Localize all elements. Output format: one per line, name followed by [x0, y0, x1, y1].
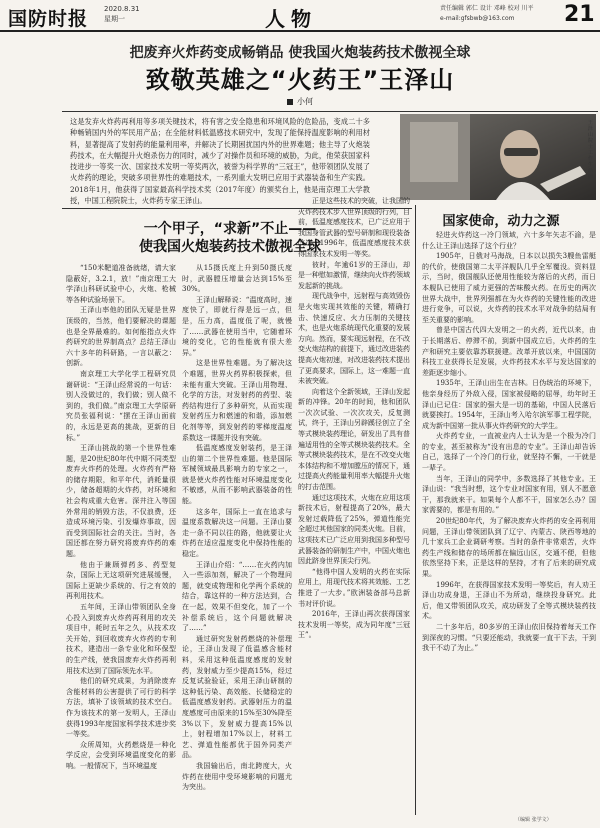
- paragraph: 王泽山率他的团队无疑是世界顶级的，当然，他们要解决的课题也是全界最难的。如何能指点火炸药研究的世界制高点？总结王泽山六十多年的科研路，一言以蔽之：创新。: [66, 306, 176, 368]
- masthead: [0, 0, 600, 32]
- paragraph: 当年，王泽山的同学中，多数选择了其他专业。王泽山说：“我当时想，这个专业对国家有用，别人不愿意干，那我就来干。如果每个人都不干，国家怎么办？国家需要的，都是有用的。”: [422, 474, 596, 515]
- author-name: 小何: [297, 97, 313, 106]
- article-column-4: [422, 230, 596, 815]
- byline-square-icon: [287, 99, 293, 105]
- paragraph: 通过研究发射药燃烧的补偿理论，王泽山发现了低温感含能材料，采用这种低温度感度的发射药，发射威力至少提高15%，经过反复试验验证，采用王泽山研制的这种低污染、高效能、长储稳定的低温度感发射药。武器射压力的温度感度可由原来的15%至30%降至3%以下，发射威力提高15%以上，射程增加17%以上，材料工艺、弹道性能都优于国外同类产品。: [182, 634, 292, 760]
- paragraph: 1935年，王泽山出生在吉林。日伪统治的环境下，他亲身经历了外敌入侵，国家被侵略的屈辱，幼年时王泽山已记住：国家的强大是一切的基础，中国人民落后就要挨打。1954年，王泽山考入哈尔滨军事工程学院，成为新中国第一批从事火炸药研究的大学生。: [422, 379, 596, 430]
- paragraph: 他们的研究成果，为消除废弃含能材料的公害提供了可行的科学方法，填补了该领域的技术空白。作为该技术的第一发明人，王泽山获得1993年度国家科学技术进步奖一等奖。: [66, 677, 176, 739]
- paragraph: 二十多年后，80多岁的王泽山依旧保持着每天工作到深夜的习惯。“只要还能动，我就要一直干下去，干到我干不动了为止。”: [422, 622, 596, 653]
- paragraph: 这是世界性难题。为了解决这个难题，世界火药界积极探索，但未能有重大突破。王泽山用物理、化学的方法，对发射药的药型、装药结构进行了多种研究，从而实现发射药压力和燃速的和谐，添加燃化剂等等，到发射药的零梯度温度系数这一课题并没有突破。: [182, 359, 292, 442]
- editor-names: 责任编辑 郭仁 设计 邓峰 校对 川平: [440, 5, 534, 12]
- paragraph: 南京理工大学化学工程研究员谢研说：“王泽山经常说的一句话：别人没做过的，我们做；别人做不到的，我们做。”南京理工大学原研究员张福利说：“摆在王泽山面前的，永远是更高的挑战，更新的目标。”: [66, 369, 176, 442]
- paragraph: 王泽山介绍：“……在火药内加入一些添加剂，解决了一个物理问题，就变成物理和化学两个系统的结合，靠这样的一种方法达到，合在一起，效果不但变化，加了一个补偿系统后，这个问题就解决了……”: [182, 560, 292, 633]
- newspaper-logo: 国防时报: [8, 8, 89, 30]
- side-section-heading: 国家使命，动力之源: [442, 214, 560, 229]
- article-byline: [0, 96, 600, 107]
- article-column-3: [298, 196, 410, 816]
- paragraph: 20世纪80年代，为了解决废弃火炸药的安全再利用问题，王泽山带领团队到了辽宁、内蒙古、陕西等地的几十家兵工企业调研考察。当时的条件非常艰苦，火炸药生产线和储存的场所都在偏远山区，交通不便，但他依然坚持下来，正是这样的坚持，才有了后来的研究成果。: [422, 517, 596, 578]
- paragraph: 五年间，王泽山带领团队全身心投入到废弃火炸药再利用的攻关项目中，耗时五年之久，从技术攻关开始，到回收废弃火炸药的专利技术，建造出一条专业化和环保型的生产线，使我国废弃火炸药再利用技术达到了国际领先水平。: [66, 603, 176, 675]
- issue-weekday: 星期一: [104, 15, 125, 23]
- issue-date-block: [104, 4, 140, 24]
- paragraph: 现代战争中，远射程与高效毁伤是火炮实现其效能的关键，精确打击、快速反应、火力压制的关键技术，也是火炮系统现代化重要的发展方向。然而，要实现远射程，在不改变火炮结构的前提下，通过改进装药提高火炮初速，对改进装药技术提出了更高要求，国际上，这一难题一直未被突破。: [298, 292, 410, 386]
- paragraph: “他得中国人发明的火药在实际应用上，用现代技术将其效能、工艺推进了一大步。”欧洲装备部马总新书对评价说。: [298, 567, 410, 608]
- issue-date: 2020.8.31: [104, 5, 140, 13]
- lead-paragraph: 这是发弃火炸药再利用等多项关键技术，将有害之安全隐患和环境风险的危险品，变成二十多种畅销国内外的军民用产品；在全能材料低温感技术研究中，发现了能保持温度影响的利用材料，显著提高了发射药的能量利用率，并解决了长期困扰国内外的世界难题；他主导了火炮装药技术，在大幅提升火炮杀伤力的同时，减少了对操作员和环境的威胁，为此，他荣获国家科技进步一等奖一次、国家技术发明一等奖两次，被誉为科学界的“三冠王”，他带领团队发展了火炸药的理论，突破多项世界性的难题技术，一系列重大发明已应用于武器装备和生产实践。2018年1月，他获得了国家最高科学技术奖（2017年度）的颁奖台上，他是南京理工大学教授，中国工程院院士，火炸药专家王泽山。: [70, 117, 370, 206]
- paragraph: 王泽山解释说：“温度高时，速度快了，即就行得是远一点，但是，压力高，温度低了呢，就慢了……武器在使用当中，它随着环境的变化，它的性能就有很大差异。”: [182, 295, 292, 357]
- section-name: 人物: [265, 7, 317, 31]
- article-subtitle: 把废弃火炸药变成畅销品 使我国火炮装药技术傲视全球: [129, 45, 471, 61]
- article-column-2: [182, 263, 292, 815]
- paragraph: 他由于兼顾弹药多、药型复杂，国际上无这项研究进展缓慢，国际上更缺少系统的、行之有效的再利用技术。: [66, 560, 176, 601]
- paragraph: 低温度感度发射装药，是王泽山的第二个世界性难题。他是国际军械领域最具影响力的专家之一，就是使火炸药性能对环境温度变化不敏感，从而不影响武器装备的性能。: [182, 444, 292, 506]
- paragraph: 彼时，年逾61岁的王泽山，却是一种慰如激情，继续向火炸药领域发起新的挑战。: [298, 260, 410, 290]
- photo-caption: 王泽山院士工作生活照: [588, 120, 594, 180]
- section-heading-line2: 使我国火炮装药技术傲视全球: [139, 239, 321, 255]
- paragraph: 众所周知，火药燃烧是一种化学反应，会受到环境温度变化的影响。一般情况下，当环境温度: [66, 740, 176, 770]
- paragraph: 我国输出后，南北跨度大，火炸药在使用中受环境影响的问题尤为突出。: [182, 761, 292, 792]
- article-column-1: [66, 263, 176, 815]
- paragraph: 1905年，日俄对马海战，日本以以损失3艘鱼雷艇的代价，使俄国第二太平洋舰队几乎全军覆没。资料显示，当时，俄国舰队还使用性能较为落后的火药，而日本舰队已使用了威力更强的苦味酸火药。在历史的两次世界大战中，世界列强都在为火炸药的关键性能的改进进行竞争，可以说，火炸药的技术水平对战争的结局有至关重要的影响。: [422, 252, 596, 324]
- editor-note: （编辑 张学文）: [515, 817, 552, 823]
- paragraph: 曾是中国古代四大发明之一的火药，近代以来，由于长期落后、停滞不前，到新中国成立后，火炸药的生产和研究主要依靠苏联援建。改革开放以来，中国国防科技工业获得长足发展，火炸药技术水平与发达国家的差距逐步缩小。: [422, 326, 596, 377]
- portrait-photo: [400, 114, 596, 200]
- paragraph: 这多年，国际上一直在追求与温度系数解决这一问题。王泽山要走一条不同以往的路，他就要让火炸药在适应温度变化中保持性能的稳定。: [182, 507, 292, 559]
- paragraph: 轻进火炸药这一冷门领域，六十多年矢志不渝，是什么让王泽山选择了这个行业？: [422, 231, 596, 250]
- section-heading-line1: 一个甲子，“求新”不止——: [143, 221, 317, 237]
- article-title: 致敬英雄之“火药王”王泽山: [145, 66, 455, 94]
- paragraph: 火炸药专业，一直被业内人士认为是一个极为冷门的专业，甚至被称为“没有出息的专业”。王泽山却告诉自己，选择了一个冷门的行业，就坚持不懈，一干就是一辈子。: [422, 432, 596, 473]
- paragraph: 正是这些技术的突破，让我国的火炸药技术步入世界顶级的行列，目前，低温度感度技术，已广泛应用于我国身管武器的型号研制和现役装备改造。1996年，低温度感度技术获得国家技术发明一等奖。: [298, 197, 410, 258]
- portrait-photo-illustration: [400, 114, 596, 200]
- paragraph: 2016年，王泽山再次获得国家技术发明一等奖，成为同年度“三冠王”。: [298, 610, 410, 640]
- paragraph: 从15摄氏度上升到50摄氏度时，武器膛压增量会达到15%至30%。: [182, 264, 292, 294]
- paragraph: 向着这个全新领域，王泽山发起新的冲锋。20年的时间，他和团队一次次试验、一次次攻关，反复测试，终于，王泽山另辟蹊径创立了全等式模块装药理论，研发出了具有普遍适用性的全等式模块装药技术。全等式模块装药技术，是在不改变火炮本体结构和不增加膛压的情况下，通过提高火药能量利用率大幅提升火炮的打击范围。: [298, 387, 410, 492]
- page-number: 21: [564, 2, 595, 27]
- paragraph: 通过这项技术，火炮在应用这项新技术后，射程提高了20%，最大发射过载降低了25%，弹道性能完全超过其他国家的同类火炮。目前，这项技术已广泛应用到我国多种型号武器装备的研制生产中，中国火炮也因此跻身世界顶尖行列。: [298, 493, 410, 566]
- paragraph: “150米靶道准备就绪，请大家隐蔽好，3.2.1，放！”南京理工大学泽山科研试验中心，火炮、枪械等各种试验场景下。: [66, 264, 176, 304]
- paragraph: 1996年，在获得国家技术发明一等奖后，有人劝王泽山功成身退，王泽山不为所动，继续投身研究。此后，他又带领团队攻关，成功研发了全等式模块装药技术。: [422, 580, 596, 621]
- editor-credits: [440, 4, 534, 24]
- editor-email: e-mail:gfsbwb@163.com: [440, 15, 515, 22]
- header-divider: [62, 111, 598, 112]
- paragraph: 王泽山挑战的第一个世界性难题，是20世纪80年代中期不同类型废弃火炸药的处理。火炸药有严格的储存期限，和平年代，消耗量很少，储备超期的火炸药，对环境和社会构成重大危害。深井注入等国外常用的销毁方法，不仅浪费，还造成环境污染、引发爆炸事故，因而受到国际社会的关注。当时，各国还都在努力研究将废弃炸药的难题。: [66, 444, 176, 559]
- column-divider: [415, 205, 416, 815]
